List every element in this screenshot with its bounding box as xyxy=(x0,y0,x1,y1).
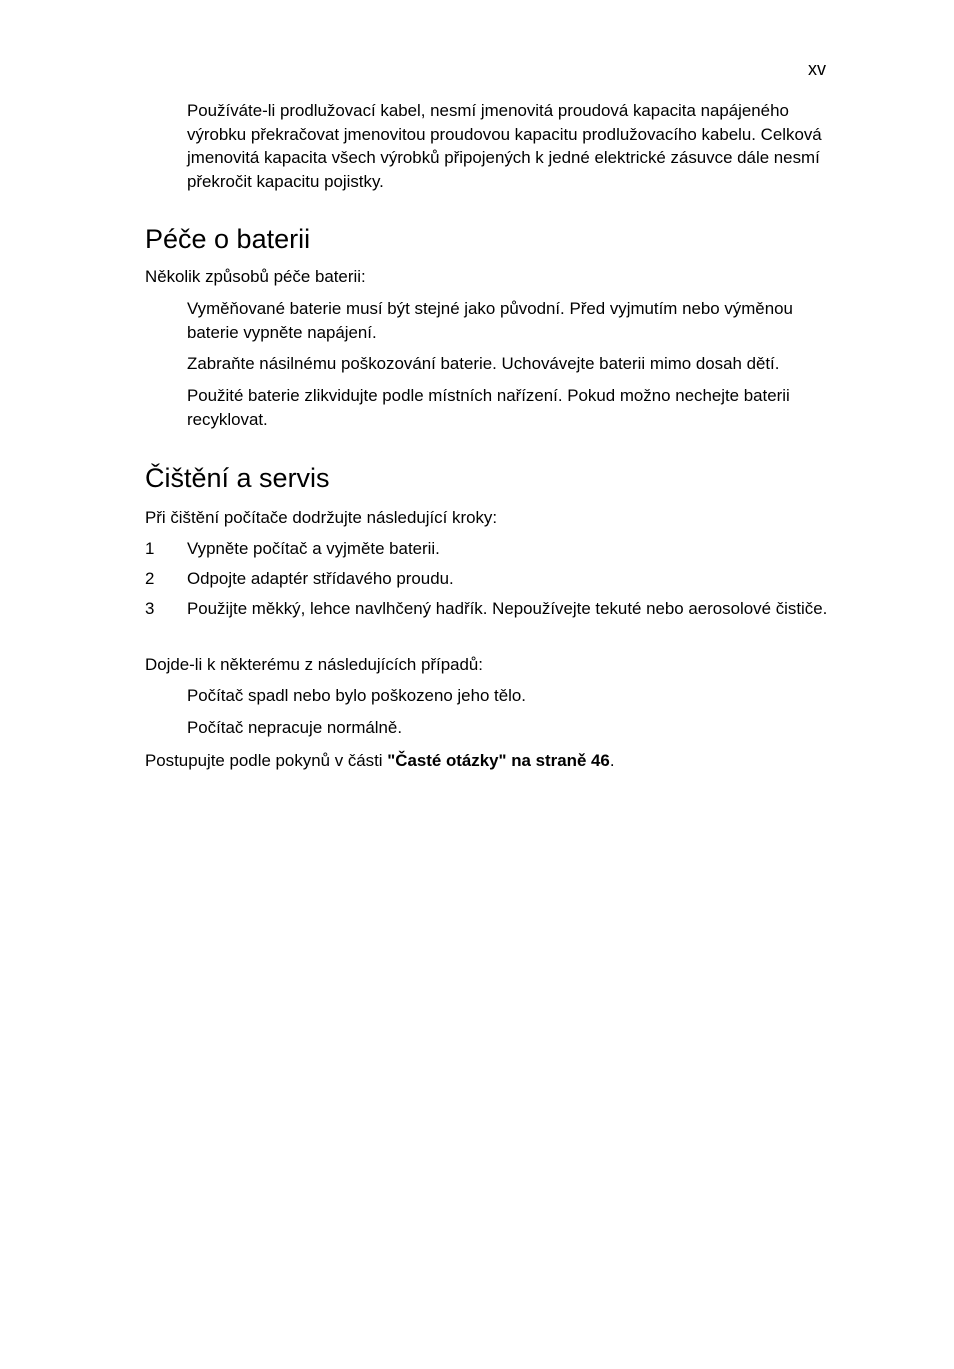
footer-instruction xyxy=(145,749,845,773)
step-number: 2 xyxy=(145,569,155,588)
step-text: Odpojte adaptér střídavého proudu. xyxy=(187,569,454,588)
battery-section-heading: Péče o baterii xyxy=(145,224,311,254)
step-text: Použijte měkký, lehce navlhčený hadřík. Nepoužívejte tekuté nebo aerosolové čističe. xyxy=(187,599,828,618)
case-item: Počítač spadl nebo bylo poškozeno jeho tělo. xyxy=(187,686,526,705)
cases-lead: Dojde-li k některému z následujících případů: xyxy=(145,655,483,674)
battery-lead: Několik způsobů péče baterii: xyxy=(145,267,366,286)
intro-paragraph: Používáte-li prodlužovací kabel, nesmí jmenovitá proudová kapacita napájeného výrobku překračovat jmenovitou proudovou kapacitu prodlužovacího kabelu. Celková jmenovitá kapacita všech výrobků připojených k jedné elektrické zásuvce dále nesmí překročit kapacitu pojistky. xyxy=(187,101,822,191)
step-number: 3 xyxy=(145,599,155,618)
step-text: Vypněte počítač a vyjměte baterii. xyxy=(187,539,440,558)
battery-item: Zabraňte násilnému poškozování baterie. Uchovávejte baterii mimo dosah dětí. xyxy=(187,354,780,373)
footer-prefix: Postupujte podle pokynů v části xyxy=(145,751,388,770)
cleaning-section-heading: Čištění a servis xyxy=(145,463,330,493)
cleaning-lead: Při čištění počítače dodržujte následující kroky: xyxy=(145,508,498,527)
case-item: Počítač nepracuje normálně. xyxy=(187,718,403,737)
battery-item: Použité baterie zlikvidujte podle místních nařízení. Pokud možno nechejte baterii recyklovat. xyxy=(187,386,790,429)
footer-suffix: . xyxy=(609,751,615,770)
faq-reference-link[interactable]: "Časté otázky" na straně 46 xyxy=(387,751,610,770)
battery-item: Vyměňované baterie musí být stejné jako původní. Před vyjmutím nebo výměnou baterie vypněte napájení. xyxy=(187,299,793,342)
page-number: xv xyxy=(808,59,826,79)
step-number: 1 xyxy=(145,539,155,558)
